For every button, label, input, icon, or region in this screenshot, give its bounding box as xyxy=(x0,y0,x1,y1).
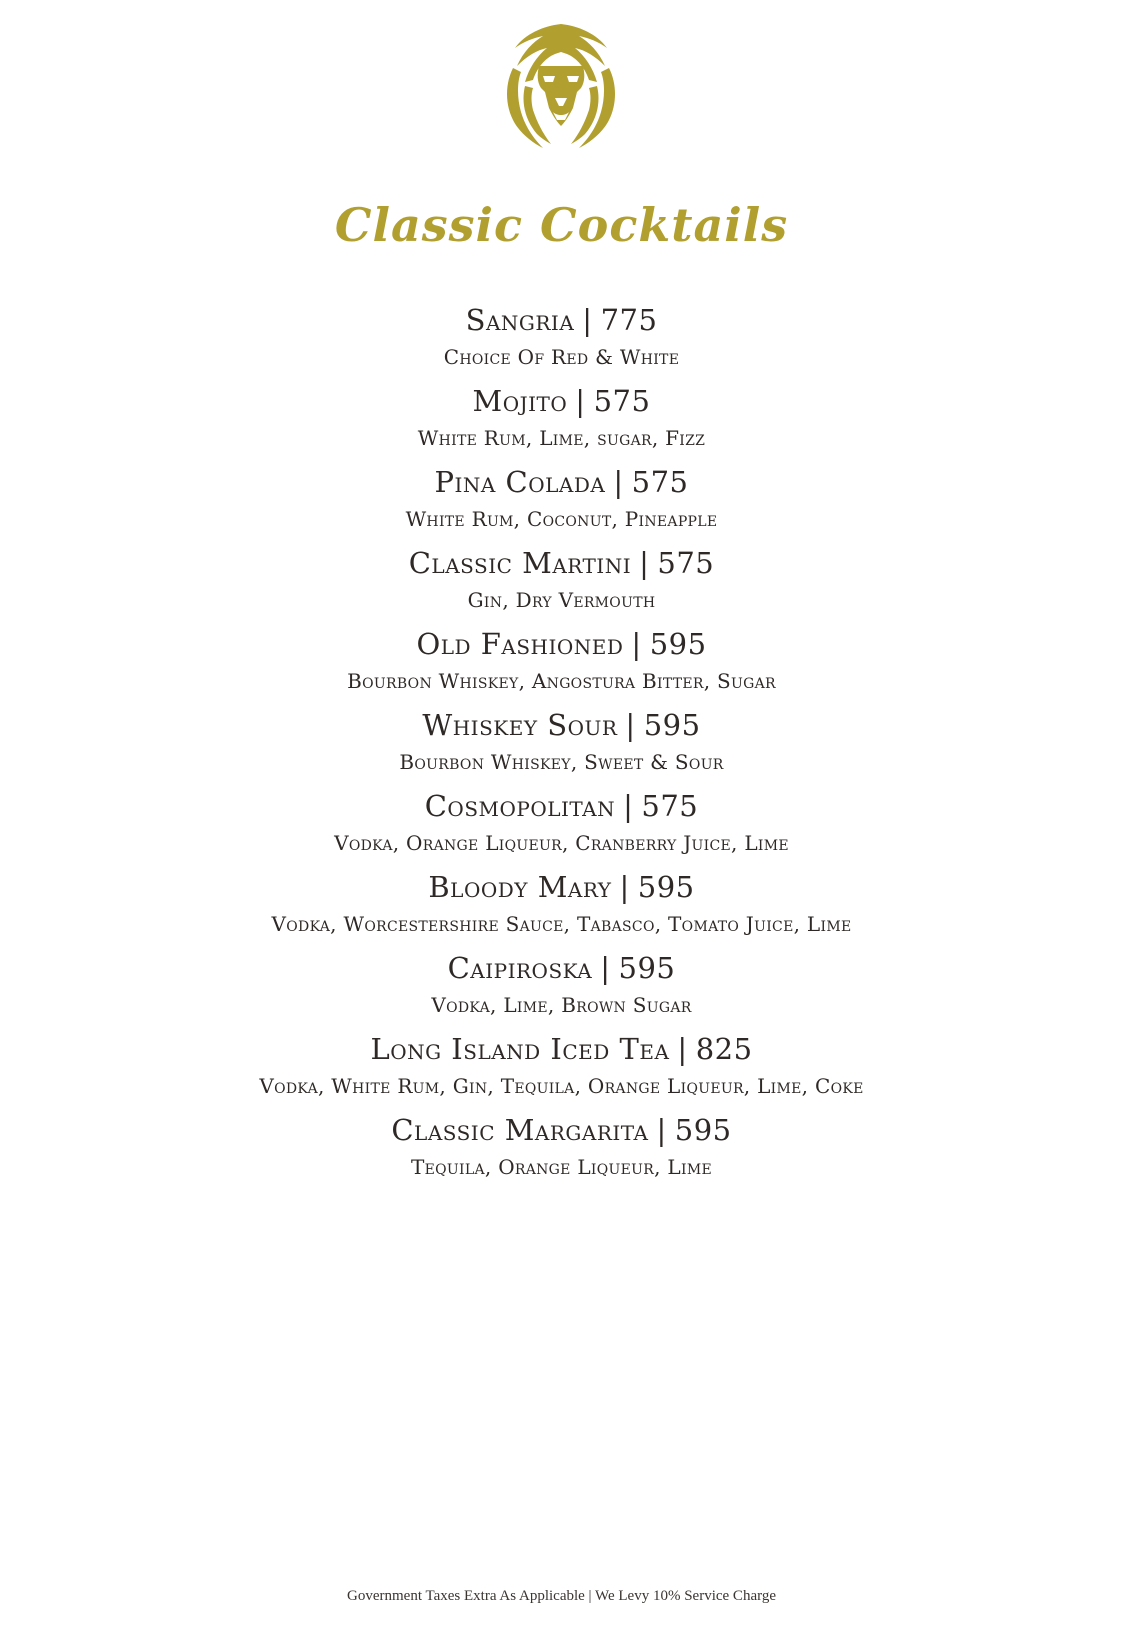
price-separator: | xyxy=(600,951,611,985)
item-description: White Rum, Lime, sugar, Fizz xyxy=(417,426,706,450)
price-separator: | xyxy=(631,627,642,661)
item-price: 575 xyxy=(641,789,699,823)
price-separator: | xyxy=(613,465,624,499)
menu-item-whiskey-sour xyxy=(0,705,1123,786)
menu-item-long-island-iced-tea xyxy=(0,1029,1123,1110)
item-price: 575 xyxy=(631,465,689,499)
item-name: Whiskey Sour xyxy=(422,708,618,742)
item-name: Caipiroska xyxy=(447,951,593,985)
item-price: 595 xyxy=(637,870,695,904)
item-price: 825 xyxy=(695,1032,753,1066)
price-separator: | xyxy=(677,1032,688,1066)
item-heading xyxy=(0,624,1123,664)
item-name: Long Island Iced Tea xyxy=(370,1032,670,1066)
item-description: Bourbon Whiskey, Sweet & Sour xyxy=(399,750,724,774)
menu-item-cosmopolitan xyxy=(0,786,1123,867)
cocktail-list xyxy=(0,300,1123,1191)
price-separator: | xyxy=(575,384,586,418)
price-separator: | xyxy=(639,546,650,580)
item-heading xyxy=(0,1110,1123,1150)
item-name: Classic Margarita xyxy=(391,1113,649,1147)
item-name: Cosmopolitan xyxy=(424,789,616,823)
item-description: Gin, Dry Vermouth xyxy=(467,588,656,612)
item-name: Sangria xyxy=(465,303,575,337)
item-name: Old Fashioned xyxy=(416,627,624,661)
menu-item-mojito xyxy=(0,381,1123,462)
item-price: 595 xyxy=(674,1113,732,1147)
item-name: Mojito xyxy=(472,384,568,418)
item-name: Pina Colada xyxy=(434,465,606,499)
price-separator: | xyxy=(656,1113,667,1147)
item-description: White Rum, Coconut, Pineapple xyxy=(405,507,718,531)
item-heading xyxy=(0,300,1123,340)
price-separator: | xyxy=(623,789,634,823)
item-description: Bourbon Whiskey, Angostura Bitter, Sugar xyxy=(347,669,776,693)
item-heading xyxy=(0,381,1123,421)
item-description: Vodka, Worcestershire Sauce, Tabasco, Tomato Juice, Lime xyxy=(271,912,852,936)
item-heading xyxy=(0,462,1123,502)
lion-head-icon xyxy=(503,22,619,152)
page-title: Classic Cocktails xyxy=(334,198,789,252)
footer-note: Government Taxes Extra As Applicable | We Levy 10% Service Charge xyxy=(347,1588,776,1604)
price-separator: | xyxy=(582,303,593,337)
item-name: Bloody Mary xyxy=(428,870,612,904)
item-heading xyxy=(0,948,1123,988)
menu-item-old-fashioned xyxy=(0,624,1123,705)
item-price: 595 xyxy=(618,951,676,985)
item-heading xyxy=(0,543,1123,583)
menu-item-sangria xyxy=(0,300,1123,381)
item-price: 595 xyxy=(649,627,707,661)
menu-item-classic-margarita xyxy=(0,1110,1123,1191)
item-description: Choice Of Red & White xyxy=(443,345,680,369)
item-price: 575 xyxy=(657,546,715,580)
item-name: Classic Martini xyxy=(408,546,632,580)
item-heading xyxy=(0,1029,1123,1069)
price-separator: | xyxy=(619,870,630,904)
item-description: Tequila, Orange Liqueur, Lime xyxy=(411,1155,712,1179)
menu-item-classic-martini xyxy=(0,543,1123,624)
item-price: 775 xyxy=(600,303,658,337)
item-description: Vodka, Orange Liqueur, Cranberry Juice, Lime xyxy=(334,831,789,855)
price-separator: | xyxy=(625,708,636,742)
item-price: 575 xyxy=(593,384,651,418)
item-description: Vodka, Lime, Brown Sugar xyxy=(431,993,692,1017)
item-price: 595 xyxy=(643,708,701,742)
menu-item-pina-colada xyxy=(0,462,1123,543)
menu-item-bloody-mary xyxy=(0,867,1123,948)
item-heading xyxy=(0,786,1123,826)
item-description: Vodka, White Rum, Gin, Tequila, Orange Liqueur, Lime, Coke xyxy=(259,1074,864,1098)
item-heading xyxy=(0,867,1123,907)
item-heading xyxy=(0,705,1123,745)
menu-item-caipiroska xyxy=(0,948,1123,1029)
